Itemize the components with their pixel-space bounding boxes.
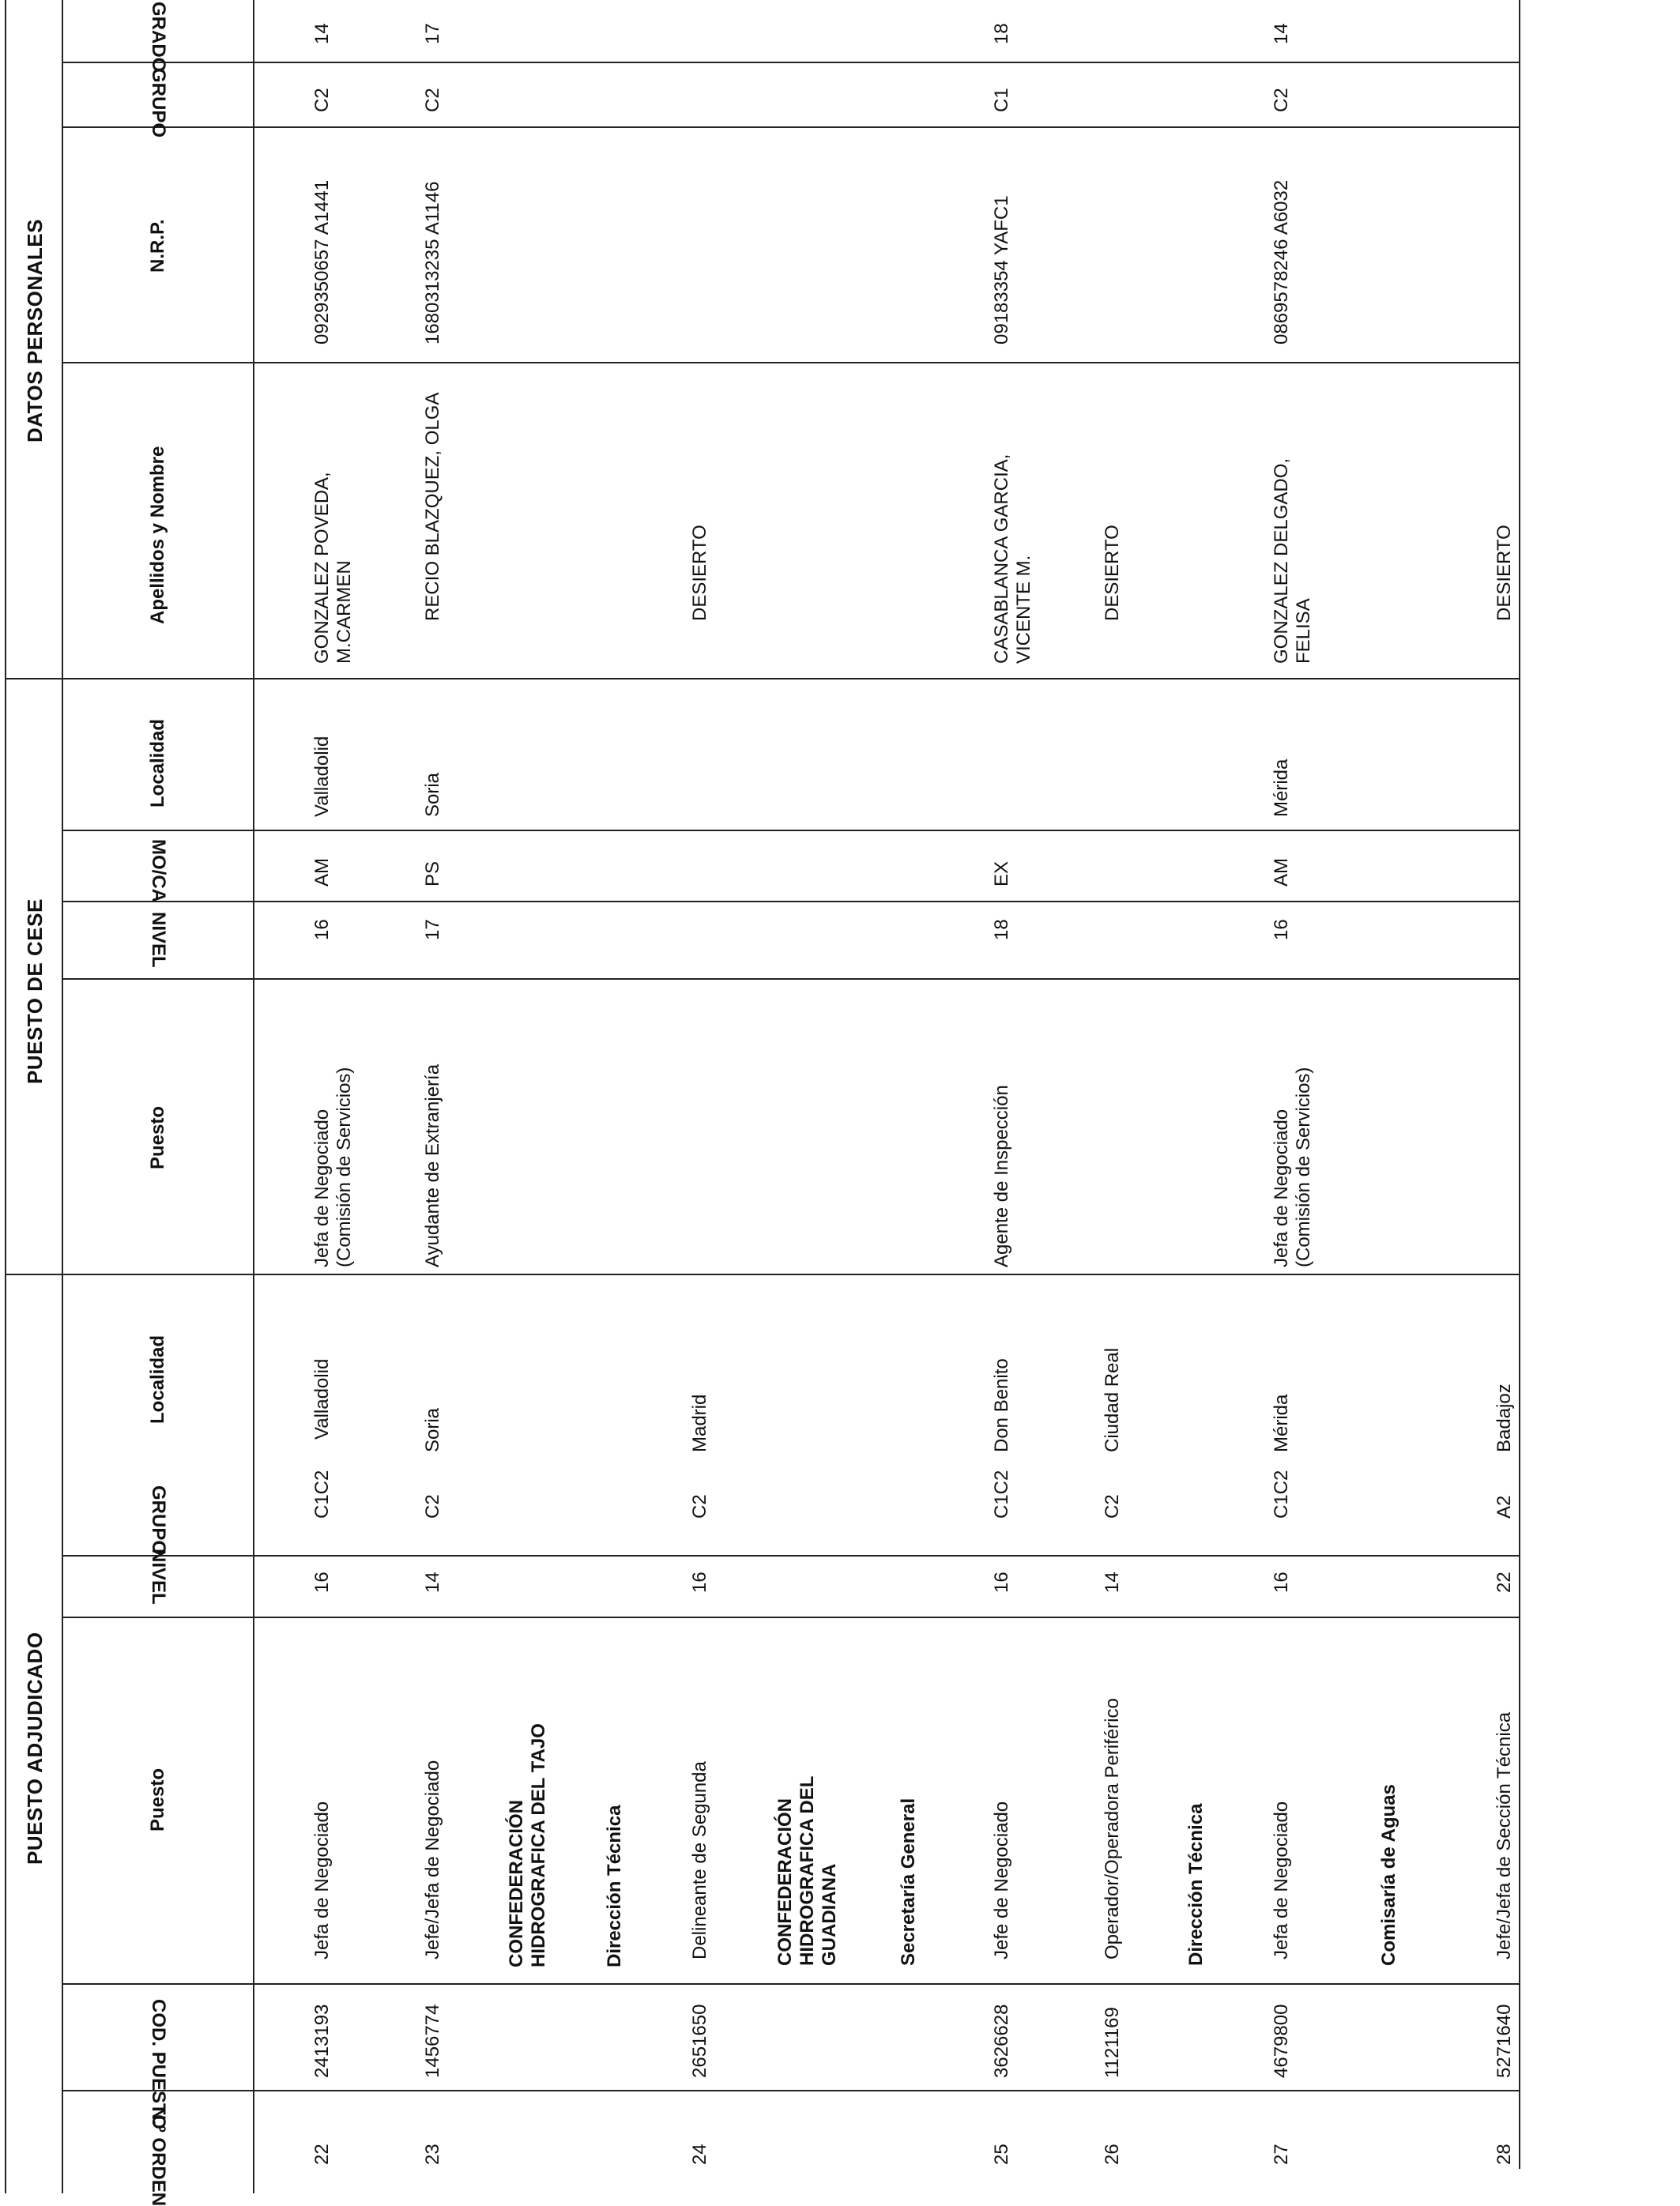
header-nivel-cese: NIVEL [148,912,169,968]
cell-cod: 4679800 [1271,2004,1292,2078]
cell-orden: 22 [311,2144,333,2165]
header-mo-ca: MO/CA [148,839,169,902]
cell-grupo-dp: C2 [1271,88,1292,112]
line-h-8 [62,1617,1519,1618]
header-cod-puesto: COD. PUESTO [148,1999,169,2129]
cell-localidad: Valladolid [311,1358,333,1440]
cell-cod: 5271640 [1494,2004,1515,2078]
cell-localidad: Badajoz [1494,1383,1515,1452]
cell-cese-moca: PS [422,860,443,887]
cell-orden: 25 [991,2144,1012,2165]
cell-localidad: Ciudad Real [1102,1347,1123,1452]
line-h-3 [62,362,1519,363]
cell-puesto: Jefa de Negociado [311,1801,333,1959]
cell-grupo: A2 [1494,1495,1515,1519]
cell-nrp: 1680313235 A1146 [422,181,443,344]
section-puesto-adjudicado: PUESTO ADJUDICADO [23,1632,47,1865]
cell-puesto: Operador/Operadora Periférico [1102,1698,1123,1959]
cell-nivel: 22 [1494,1572,1515,1593]
org-direccion-tecnica: Dirección Técnica [1185,1803,1207,1966]
org-secretaria-general: Secretaría General [898,1798,919,1966]
org-confederacion-guadiana: CONFEDERACIÓN HIDROGRAFICA DEL GUADIANA [774,1775,840,1966]
section-datos-personales: DATOS PERSONALES [23,219,47,442]
cell-localidad: Soria [422,1407,443,1452]
line-header-right [253,0,254,2193]
cell-cese-nivel: 16 [1271,919,1292,940]
header-puesto-cese: Puesto [147,1105,168,1169]
cell-nombre: CASABLANCA GARCIA, VICENTE M. [991,454,1034,664]
line-h-5 [62,901,1519,902]
cell-orden: 23 [422,2144,443,2165]
header-n-orden: N.º ORDEN [148,2106,169,2206]
line-h-10 [62,2090,1519,2091]
org-confederacion-tajo: CONFEDERACIÓN HIDROGRAFICA DEL TAJO [506,1723,549,1967]
cell-grupo-dp: C2 [422,88,443,112]
cell-nrp: 0869578246 A6032 [1271,179,1292,344]
cell-localidad: Don Benito [991,1358,1012,1452]
cell-grupo-dp: C2 [311,88,333,112]
cell-localidad: Mérida [1271,1394,1292,1452]
line-header-inner [62,0,63,2193]
cell-grado: 14 [1271,23,1292,44]
header-grupo-adj: GRUPO [148,1485,169,1556]
cell-nrp: 0929350657 A1441 [311,179,333,344]
cell-grupo: C2 [689,1494,710,1519]
cell-cod: 2413193 [311,2004,333,2078]
cell-grupo: C1C2 [991,1470,1012,1519]
cell-nivel: 14 [1102,1572,1123,1593]
line-h-6 [62,978,1519,980]
cell-grado: 17 [422,23,443,44]
cell-nombre: DESIERTO [689,525,710,621]
section-puesto-cese: PUESTO DE CESE [23,898,47,1084]
cell-cese-puesto: Ayudante de Extranjería [422,1063,443,1267]
cell-orden: 27 [1271,2144,1292,2165]
cell-grupo: C2 [1102,1494,1123,1519]
cell-localidad: Madrid [689,1394,710,1452]
cell-nivel: 16 [311,1572,333,1593]
cell-grupo: C1C2 [311,1470,333,1519]
cell-cod: 1456774 [422,2004,443,2078]
cell-cese-localidad: Soria [422,772,443,817]
cell-grupo: C1C2 [1271,1470,1292,1519]
cell-cod: 3626628 [991,2004,1012,2078]
header-grado: GRADO [148,2,169,73]
cell-nombre: RECIO BLAZQUEZ, OLGA [422,392,443,621]
cell-puesto: Delineante de Segunda [689,1761,710,1959]
cell-cod: 2651650 [689,2004,710,2078]
line-h-1 [62,62,1519,63]
cell-nombre: GONZALEZ DELGADO, FELISA [1271,457,1314,664]
org-comisaria-aguas: Comisaría de Aguas [1378,1784,1399,1966]
cell-cese-moca: AM [1271,858,1292,887]
line-h-9 [62,1983,1519,1985]
cell-orden: 28 [1494,2144,1515,2165]
cell-cese-localidad: Valladolid [311,736,333,817]
cell-cese-moca: AM [311,858,333,887]
cell-cese-localidad: Mérida [1271,759,1292,817]
cell-nivel: 16 [991,1572,1012,1593]
cell-nivel: 16 [1271,1572,1292,1593]
header-apellidos: Apellidos y Nombre [147,446,168,624]
header-nivel-adj: NIVEL [148,1549,169,1605]
cell-nivel: 16 [689,1572,710,1593]
cell-cese-nivel: 18 [991,919,1012,940]
line-sec-1 [5,678,1519,679]
line-left [5,0,6,2193]
cell-nrp: 09183354 YAFC1 [991,195,1012,344]
cell-nombre: GONZALEZ POVEDA, M.CARMEN [311,472,355,664]
cell-grupo: C2 [422,1494,443,1519]
header-localidad-cese: Localidad [147,718,168,807]
header-grupo-dp: GRUPO [148,68,169,138]
header-puesto-adj: Puesto [147,1767,168,1831]
cell-cese-nivel: 17 [422,919,443,940]
org-direccion-tecnica: Dirección Técnica [604,1805,625,1967]
cell-grado: 14 [311,23,333,44]
cell-grupo-dp: C1 [991,88,1012,112]
cell-cese-puesto: Jefa de Negociado (Comisión de Servicios) [1271,1067,1314,1267]
cell-puesto: Jefe/Jefa de Sección Técnica [1494,1711,1515,1959]
line-h-7 [62,1555,1519,1557]
cell-nombre: DESIERTO [1102,525,1123,621]
cell-cese-puesto: Jefa de Negociado (Comisión de Servicios) [311,1067,355,1267]
cell-nivel: 14 [422,1572,443,1593]
cell-cese-moca: EX [991,860,1012,887]
cell-cese-nivel: 16 [311,919,333,940]
line-sec-2 [5,1274,1519,1275]
cell-orden: 26 [1102,2144,1123,2165]
cell-puesto: Jefe/Jefa de Negociado [422,1760,443,1959]
cell-grado: 18 [991,23,1012,44]
line-h-4 [62,830,1519,831]
cell-nombre: DESIERTO [1494,525,1515,621]
cell-cod: 1121169 [1102,2007,1123,2078]
line-h-2 [62,126,1519,128]
cell-orden: 24 [689,2144,710,2165]
cell-puesto: Jefa de Negociado [1271,1801,1292,1959]
header-localidad-adj: Localidad [147,1335,168,1424]
cell-puesto: Jefe de Negociado [991,1801,1012,1959]
line-right [1519,0,1520,2169]
header-nrp: N.R.P. [147,219,168,273]
cell-cese-puesto: Agente de Inspección [991,1085,1012,1267]
